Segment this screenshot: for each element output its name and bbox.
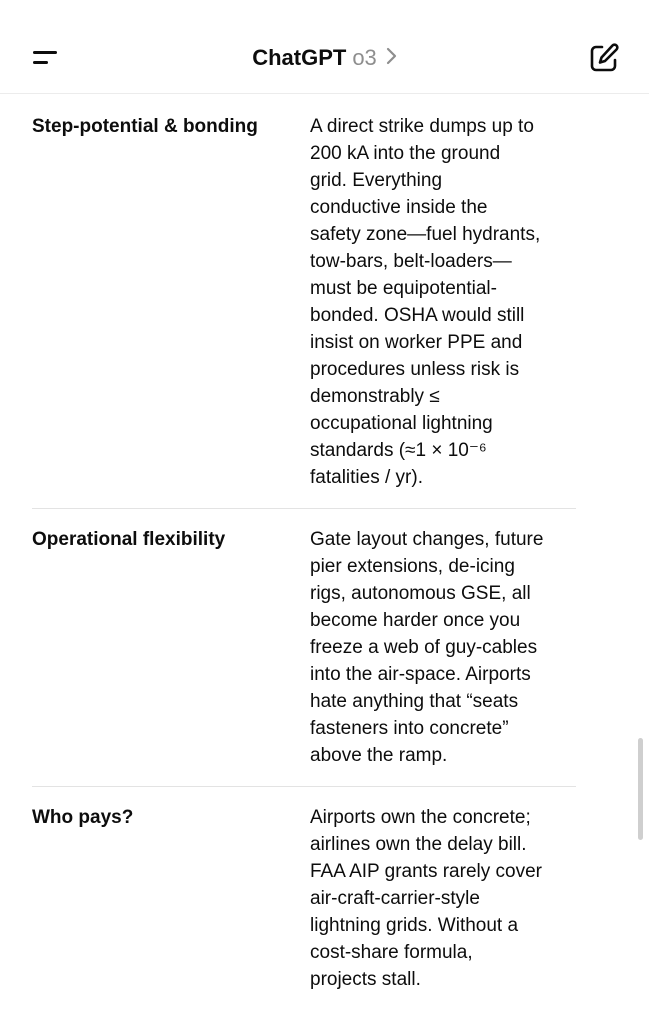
scrollbar[interactable] <box>638 738 643 840</box>
table-row <box>32 96 576 508</box>
row-description: A direct strike dumps up to 200 kA into the ground grid. Everything conductive inside the safety zone—fuel hydrants, tow-bars, belt-loaders— must be equipotential- bonded. OSHA would still insist on worker PPE and procedures unless risk is demonstrably ≤ occupational lightning standards (≈1 × 10⁻⁶ fatalities / yr). <box>310 116 541 488</box>
row-description: Gate layout changes, future pier extensions, de-icing rigs, autonomous GSE, all become harder once you freeze a web of guy-cables into the air-space. Airports hate anything that “seats fasteners into concrete” above the ramp. <box>310 529 544 766</box>
new-chat-edit-icon[interactable] <box>586 40 622 76</box>
top-bar <box>0 0 649 94</box>
row-label: Operational flexibility <box>32 529 226 550</box>
app-name: ChatGPT <box>252 45 347 70</box>
table-row <box>32 508 576 786</box>
model-name: o3 <box>352 45 377 70</box>
row-label: Who pays? <box>32 807 134 828</box>
model-selector[interactable] <box>0 43 649 73</box>
comparison-table <box>32 96 576 1010</box>
row-description: Airports own the concrete; airlines own the delay bill. FAA AIP grants rarely cover air-craft-carrier-style lightning grids. Without a cost-share formula, projects stall. <box>310 807 542 990</box>
table-row <box>32 786 576 1010</box>
chevron-right-icon <box>385 43 397 73</box>
row-label: Step-potential & bonding <box>32 116 258 137</box>
